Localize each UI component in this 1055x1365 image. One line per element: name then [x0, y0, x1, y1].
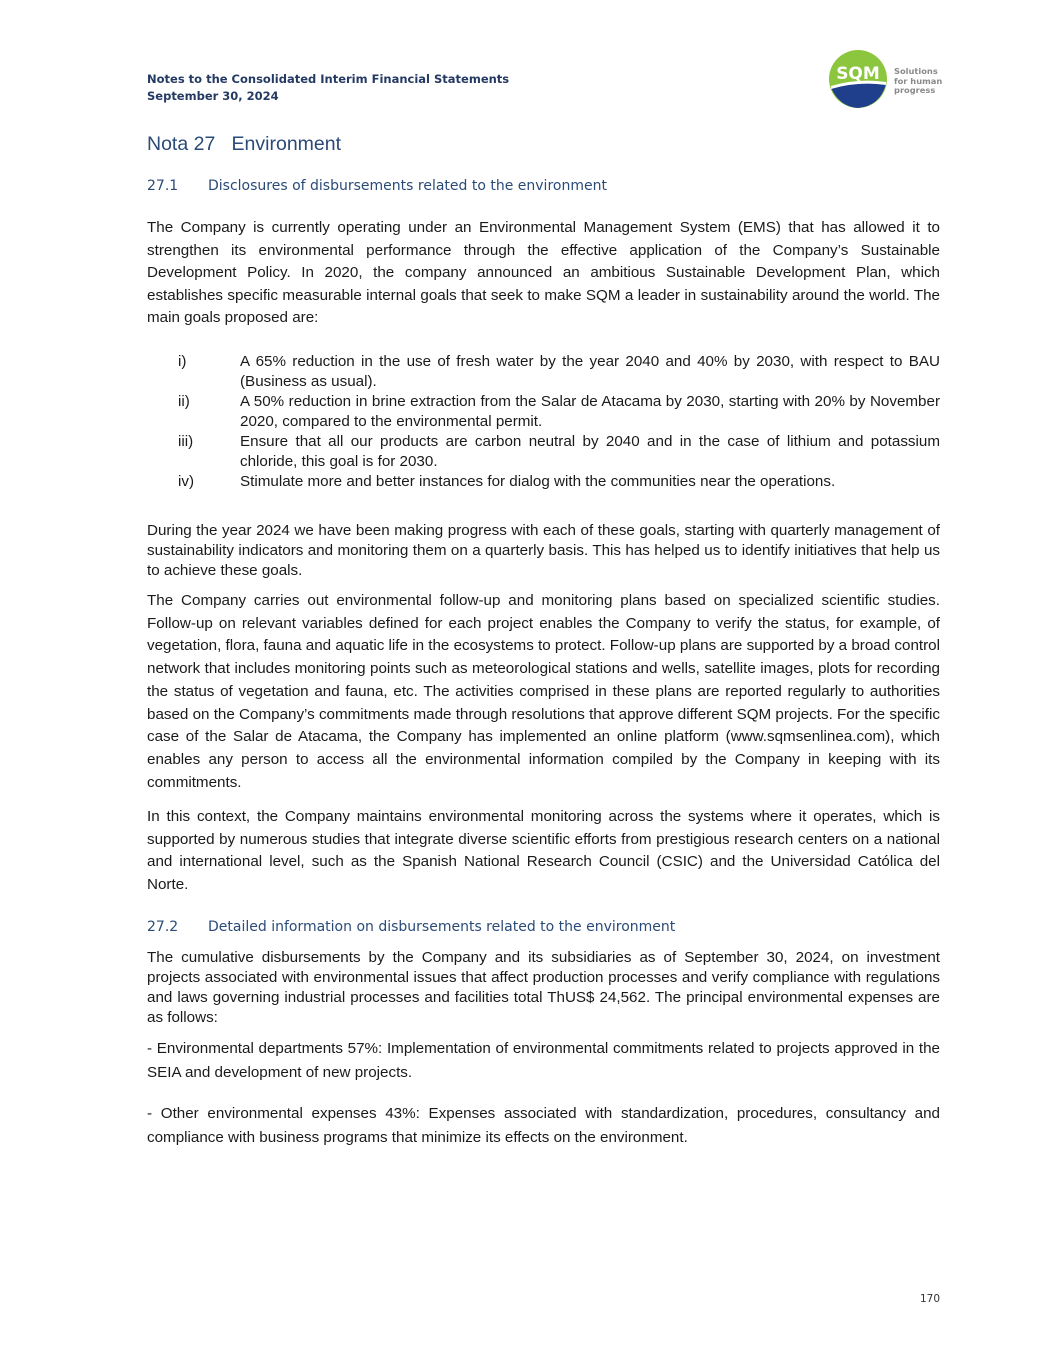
list-item-text: A 65% reduction in the use of fresh water by the year 2040 and 40% by 2030, with respect to BAU (Business as usual).: [240, 353, 940, 390]
logo-tagline: [894, 67, 942, 96]
logo-tagline-line1: Solutions: [894, 66, 938, 76]
subsection-number: 27.1: [147, 178, 179, 194]
list-item-number: iv): [178, 473, 195, 490]
logo-tagline-line3: progress: [894, 85, 936, 95]
intro-paragraph: The Company is currently operating under an Environmental Management System (EMS) that has allowed it to strengthen its environmental performance through the effective application of the Company’s Sustainable Development Policy. In 2020, the company announced an ambitious Sustainable Development Plan, which establishes specific measurable internal goals that seek to make SQM a leader in sustainability around the world. The main goals proposed are:: [147, 219, 940, 326]
subsection-title: Detailed information on disbursements related to the environment: [208, 919, 676, 935]
list-item-number: i): [178, 353, 187, 370]
list-item-text: Stimulate more and better instances for dialog with the communities near the operations.: [240, 473, 836, 490]
expense-item-environmental-departments: - Environmental departments 57%: Implementation of environmental commitments related to projects approved in the SEIA and development of new projects.: [147, 1040, 940, 1081]
list-item: [178, 352, 940, 392]
expense-item-other-expenses: - Other environmental expenses 43%: Expenses associated with standardization, procedures, consultancy and compliance with business programs that minimize its effects on the environment.: [147, 1105, 940, 1146]
list-item-text: A 50% reduction in brine extraction from the Salar de Atacama by 2030, starting with 20% by November 2020, compared to the environmental permit.: [240, 393, 940, 430]
logo-tagline-line2: for human: [894, 75, 943, 86]
subsection-heading-27-1: [147, 178, 607, 194]
running-header: [147, 71, 509, 105]
list-item: [178, 432, 940, 472]
header-date: September 30, 2024: [147, 89, 279, 103]
context-paragraph: In this context, the Company maintains environmental monitoring across the systems where it operates, which is supported by numerous studies that integrate diverse scientific efforts from prestigious research centers on a national and international level, such as the Spanish National Research Council (CSIC) and the Universidad Católica del Norte.: [147, 808, 940, 894]
header-title: Notes to the Consolidated Interim Financial Statements: [147, 72, 510, 86]
list-item-number: ii): [178, 393, 190, 410]
sqm-logo: [828, 50, 948, 110]
subsection-title: Disclosures of disbursements related to the environment: [208, 178, 607, 194]
section-title: Nota 27 Environment: [147, 133, 342, 155]
list-item-number: iii): [178, 433, 194, 450]
monitoring-paragraph: The Company carries out environmental follow-up and monitoring plans based on specialized scientific studies. Follow-up on relevant variables defined for each project enables the Company to verify the status, for example, of vegetation, flora, fauna and aquatic life in the ecosystems to protect. Follow-up plans are supported by a broad control network that includes monitoring points such as meteorological stations and wells, satellite images, plots for recording the status of vegetation and fauna, etc. The activities comprised in these plans are reported regularly to authorities based on the Company’s commitments made through resolutions that approve different SQM projects. For the specific case of the Salar de Atacama, the Company has implemented an online platform (www.sqmsenlinea.com), which enables any person to access all the environmental information compiled by the Company in keeping with its commitments.: [147, 592, 940, 791]
sqm-logo-brand: SQM: [836, 64, 880, 84]
disbursements-paragraph: The cumulative disbursements by the Company and its subsidiaries as of September 30, 2024, on investment projects associated with environmental issues that affect production processes and verify compliance with regulations and laws governing industrial processes and facilities total ThUS$ 24,562. The principal environmental expenses are as follows:: [147, 949, 940, 1026]
goals-list: [178, 352, 940, 492]
progress-paragraph: During the year 2024 we have been making progress with each of these goals, starting with quarterly management of sustainability indicators and monitoring them on a quarterly basis. This has helped us to identify initiatives that help us to achieve these goals.: [147, 522, 940, 579]
subsection-number: 27.2: [147, 919, 179, 935]
page-number: 170: [919, 1293, 940, 1305]
list-item: [178, 472, 940, 492]
list-item: [178, 392, 940, 432]
subsection-heading-27-2: [147, 919, 675, 935]
sqm-logo-mark: [828, 50, 890, 110]
list-item-text: Ensure that all our products are carbon neutral by 2040 and in the case of lithium and potassium chloride, this goal is for 2030.: [240, 433, 940, 470]
